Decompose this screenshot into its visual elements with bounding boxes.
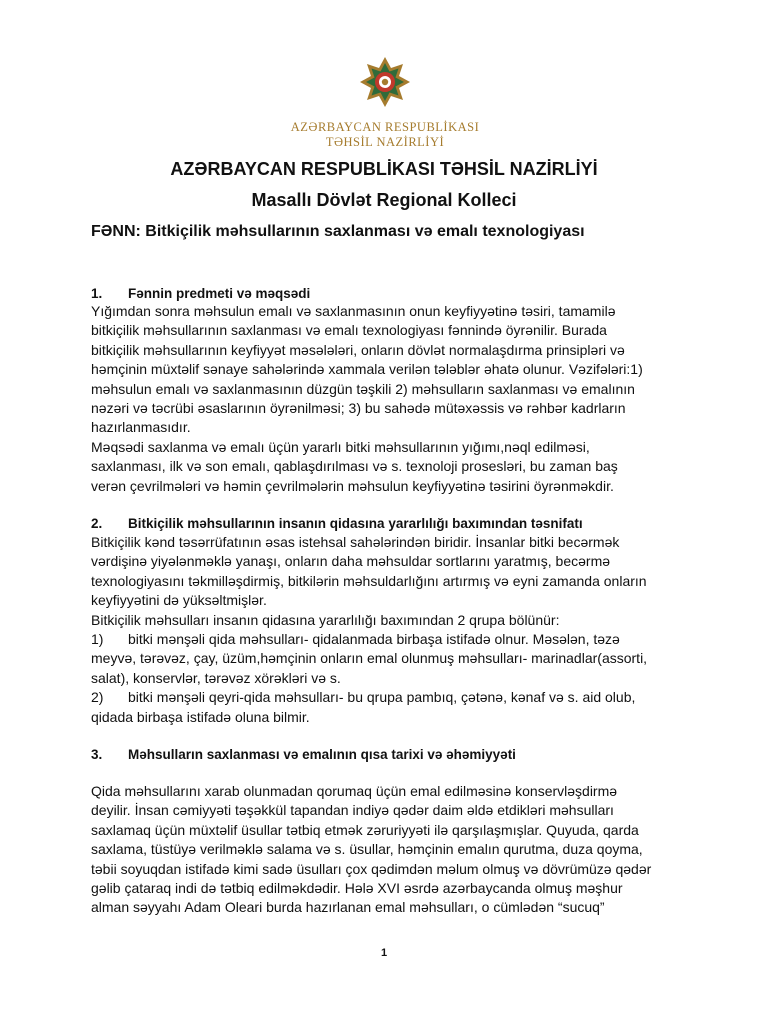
section-2-title: Bitkiçilik məhsullarının insanın qidasına yararlılığı baxımından təsnifatı bbox=[128, 516, 583, 531]
text-line: qidada birbaşa istifadə oluna bilmir. bbox=[91, 708, 310, 725]
text-line: nəzəri və təcrübi əsaslarının öyrənilməsi; 3) bu sahədə mütəxəssis və rəhbər kadrların bbox=[91, 400, 626, 417]
list-item-2 bbox=[91, 688, 716, 707]
text-line: meyvə, tərəvəz, çay, üzüm,həmçinin onların emal olunmuş məhsulları- marinadlar(assorti, bbox=[91, 650, 648, 667]
page-number: 1 bbox=[380, 947, 388, 959]
text-line: texnologiyasını təkmilləşdirmiş, bitkilərin məhsuldarlığını artırmış və eyni zamanda onların bbox=[91, 572, 647, 589]
text-line: alman səyyahı Adam Oleari burda hazırlanan emal məhsulları, o cümlədən “sucuq” bbox=[91, 899, 605, 916]
text-line: Məqsədi saxlanma və emalı üçün yararlı bitki məhsullarının yığımı,nəql edilməsi, bbox=[91, 438, 590, 455]
text-line: Bitkiçilik kənd təsərrüfatının əsas istehsal sahələrindən biridir. İnsanlar bitki becərmək bbox=[91, 534, 620, 550]
logo-text-line-2: TƏHSİL NAZİRLİYİ bbox=[325, 135, 445, 149]
text-line: bitkiçilik məhsullarının saxlanması və emalı texnologiyası fənnində öyrənilir. Burada bbox=[91, 322, 607, 339]
text-line: saxlama, tüstüyə verilməklə salama və s. üsullar, həmçinin emalın qurutma, duza qoyma, bbox=[91, 841, 643, 858]
section-1-title: Fənnin predmeti və məqsədi bbox=[128, 286, 311, 301]
section-2-number: 2. bbox=[91, 516, 103, 531]
list-item-2-text: bitki mənşəli qeyri-qida məhsulları- bu qrupa pambıq, çətənə, kənaf və s. aid olub, bbox=[128, 689, 636, 706]
ministry-emblem-icon bbox=[359, 56, 411, 108]
text-line: keyfiyyətini də yüksəltmişlər. bbox=[91, 592, 267, 609]
text-line: verən çevrilmələri və həmin çevrilmələrin məhsulun keyfiyyətinə təsirini öyrənməkdir. bbox=[91, 477, 614, 494]
section-2-heading bbox=[91, 516, 583, 531]
document-title: AZƏRBAYCAN RESPUBLİKASI TƏHSİL NAZİRLİYİ bbox=[170, 159, 598, 179]
list-item-1-number: 1) bbox=[91, 631, 104, 648]
text-line: Qida məhsullarını xarab olunmadan qorumaq üçün emal edilməsinə konservləşdirmə bbox=[91, 783, 618, 799]
text-line: təbii soyuqdan istifadə kimi sadə üsulları çox qədimdən məlum olmuş və dövrümüzə qədər bbox=[91, 860, 652, 877]
logo-text-line-1: AZƏRBAYCAN RESPUBLİKASI bbox=[290, 120, 480, 134]
text-line: bitkiçilik məhsullarının keyfiyyət məsələləri, onların dövlət normalaşdırma prinsipləri və bbox=[91, 341, 625, 358]
text-line: salat), konservlər, tərəvəz xörəkləri və s. bbox=[91, 669, 341, 686]
section-3-heading bbox=[91, 747, 516, 762]
text-line: Yığımdan sonra məhsulun emalı və saxlanmasının onun keyfiyyətinə təsiri, tamamilə bbox=[91, 303, 616, 319]
text-line: saxlamaq üçün müxtəlif üsullar tətbiq etmək zəruriyyəti ilə qarşılaşmışlar. Quyuda, qarda bbox=[91, 821, 639, 838]
section-1-heading bbox=[91, 286, 310, 301]
list-item-2-number: 2) bbox=[91, 689, 104, 706]
list-item-1-text: bitki mənşəli qida məhsulları- qidalanmada birbaşa istifadə olnur. Məsələn, təzə bbox=[128, 631, 620, 648]
list-item-1 bbox=[91, 630, 716, 649]
text-line: deyilir. İnsan cəmiyyəti təşəkkül tapandan indiyə qədər daim əldə etdikləri məhsulları bbox=[91, 802, 614, 819]
section-3-number: 3. bbox=[91, 747, 103, 762]
subject-line: FƏNN: Bitkiçilik məhsullarının saxlanması və emalı texnologiyası bbox=[91, 223, 585, 240]
text-line: gəlib çataraq indi də tətbiq edilməkdədir. Hələ XVI əsrdə azərbaycanda olmuş məşhur bbox=[91, 880, 623, 897]
text-line: məhsulun emalı və saxlanmasının düzgün təşkili 2) məhsulların saxlanması və emalının bbox=[91, 380, 635, 397]
section-1-number: 1. bbox=[91, 286, 103, 301]
college-name: Masallı Dövlət Regional Kolleci bbox=[251, 190, 517, 210]
text-line: saxlanması, ilk və son emalı, qablaşdırılması və s. texnoloji prosesləri, bu zaman baş bbox=[91, 458, 618, 475]
text-line: vərdişinə yiyələnməklə yanaşı, onların daha məhsuldar sortlarını yaratmış, becərmə bbox=[91, 553, 611, 570]
section-1-body bbox=[91, 302, 716, 496]
text-line: həmçinin müxtəlif sənaye sahələrində xammala verilən tələblər əhatə olunur. Vəzifələri:1) bbox=[91, 361, 643, 378]
section-3-title: Məhsulların saxlanması və emalının qısa tarixi və əhəmiyyəti bbox=[128, 747, 516, 762]
text-line: hazırlanmasıdır. bbox=[91, 419, 191, 436]
section-2-body bbox=[91, 533, 716, 727]
section-3-body bbox=[91, 782, 716, 918]
emblem-core bbox=[382, 79, 388, 85]
text-line: Bitkiçilik məhsulları insanın qidasına yararlılığı baxımından 2 qrupa bölünür: bbox=[91, 611, 560, 628]
